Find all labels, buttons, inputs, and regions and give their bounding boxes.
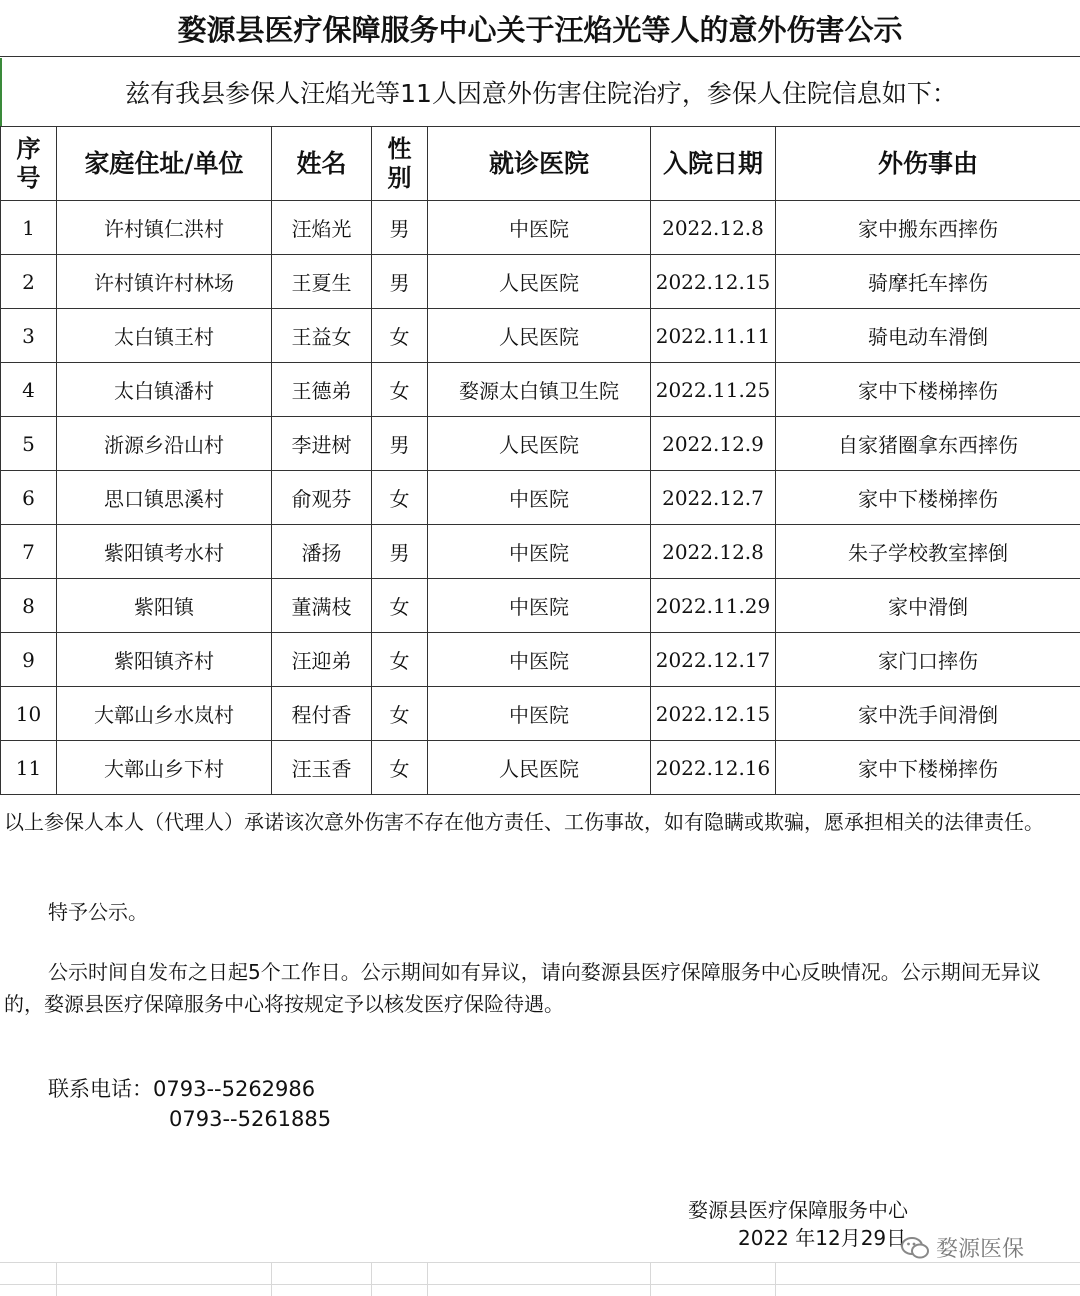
cell-hospital: 人民医院	[428, 255, 651, 309]
cell-address: 太白镇王村	[57, 309, 272, 363]
cell-hospital: 人民医院	[428, 741, 651, 795]
wechat-icon	[900, 1236, 930, 1260]
header-gender: 性别	[372, 127, 428, 201]
signature-date: 2022 年12月29日	[738, 1226, 907, 1250]
cell-index: 5	[1, 417, 57, 471]
cell-address: 大鄣山乡下村	[57, 741, 272, 795]
cell-index: 4	[1, 363, 57, 417]
cell-gender: 女	[372, 363, 428, 417]
cell-injury-cause: 家中下楼梯摔伤	[776, 471, 1080, 525]
cell-hospital: 中医院	[428, 687, 651, 741]
cell-name: 李进树	[272, 417, 372, 471]
cell-address: 紫阳镇齐村	[57, 633, 272, 687]
notice-paragraph: 特予公示。	[48, 900, 148, 924]
cell-index: 8	[1, 579, 57, 633]
cell-gender: 女	[372, 471, 428, 525]
cell-address: 许村镇许村林场	[57, 255, 272, 309]
cell-index: 6	[1, 471, 57, 525]
cell-hospital: 中医院	[428, 579, 651, 633]
cell-admission-date: 2022.11.11	[651, 309, 776, 363]
cell-hospital: 人民医院	[428, 309, 651, 363]
table-row	[1, 525, 1080, 579]
cell-name: 汪玉香	[272, 741, 372, 795]
period-paragraph: 公示时间自发布之日起5个工作日。公示期间如有异议，请向婺源县医疗保障服务中心反映情况。公示期间无异议的，婺源县医疗保障服务中心将按规定予以核发医疗保险待遇。	[4, 960, 1041, 1016]
cell-gender: 男	[372, 525, 428, 579]
table-row	[1, 309, 1080, 363]
cell-admission-date: 2022.12.15	[651, 687, 776, 741]
insured-table	[0, 126, 1080, 795]
table-body	[1, 201, 1080, 795]
cell-name: 董满枝	[272, 579, 372, 633]
cell-injury-cause: 家中滑倒	[776, 579, 1080, 633]
commitment-paragraph: 以上参保人本人（代理人）承诺该次意外伤害不存在他方责任、工伤事故，如有隐瞒或欺骗，愿承担相关的法律责任。	[4, 810, 1044, 834]
cell-address: 太白镇潘村	[57, 363, 272, 417]
cell-index: 10	[1, 687, 57, 741]
cell-admission-date: 2022.12.17	[651, 633, 776, 687]
cell-injury-cause: 家门口摔伤	[776, 633, 1080, 687]
cell-hospital: 中医院	[428, 525, 651, 579]
cell-hospital: 中医院	[428, 201, 651, 255]
table-header-row	[1, 127, 1080, 201]
cell-admission-date: 2022.11.25	[651, 363, 776, 417]
cell-name: 程付香	[272, 687, 372, 741]
cell-injury-cause: 自家猪圈拿东西摔伤	[776, 417, 1080, 471]
cell-hospital: 人民医院	[428, 417, 651, 471]
cell-injury-cause: 家中下楼梯摔伤	[776, 363, 1080, 417]
cell-admission-date: 2022.12.7	[651, 471, 776, 525]
cell-gender: 女	[372, 633, 428, 687]
cell-gender: 男	[372, 417, 428, 471]
cell-hospital: 中医院	[428, 633, 651, 687]
spreadsheet-grid-lines	[0, 1262, 1080, 1296]
cell-index: 1	[1, 201, 57, 255]
contact-label: 联系电话：	[48, 1077, 153, 1101]
cell-address: 大鄣山乡水岚村	[57, 687, 272, 741]
cell-address: 浙源乡沿山村	[57, 417, 272, 471]
cell-name: 汪迎弟	[272, 633, 372, 687]
cell-gender: 女	[372, 309, 428, 363]
table-row	[1, 579, 1080, 633]
phone-number-1: 0793--5262986	[153, 1077, 316, 1101]
header-name: 姓名	[272, 127, 372, 201]
cell-index: 11	[1, 741, 57, 795]
cell-index: 3	[1, 309, 57, 363]
cell-index: 2	[1, 255, 57, 309]
table-row	[1, 471, 1080, 525]
watermark	[900, 1232, 1024, 1263]
header-hospital: 就诊医院	[428, 127, 651, 201]
table-row	[1, 417, 1080, 471]
header-injury-cause: 外伤事由	[776, 127, 1080, 201]
cell-name: 俞观芬	[272, 471, 372, 525]
cell-injury-cause: 朱子学校教室摔倒	[776, 525, 1080, 579]
cell-address: 许村镇仁洪村	[57, 201, 272, 255]
contact-block	[48, 1074, 331, 1134]
phone-number-2: 0793--5261885	[169, 1107, 332, 1131]
cell-hospital: 婺源太白镇卫生院	[428, 363, 651, 417]
document-title: 婺源县医疗保障服务中心关于汪焰光等人的意外伤害公示	[0, 0, 1080, 57]
cell-name: 王夏生	[272, 255, 372, 309]
table-row	[1, 741, 1080, 795]
cell-gender: 男	[372, 255, 428, 309]
cell-injury-cause: 家中搬东西摔伤	[776, 201, 1080, 255]
cell-hospital: 中医院	[428, 471, 651, 525]
cell-injury-cause: 家中下楼梯摔伤	[776, 741, 1080, 795]
cell-gender: 女	[372, 687, 428, 741]
table-row	[1, 201, 1080, 255]
cell-admission-date: 2022.12.15	[651, 255, 776, 309]
cell-injury-cause: 骑电动车滑倒	[776, 309, 1080, 363]
cell-address: 紫阳镇考水村	[57, 525, 272, 579]
cell-index: 9	[1, 633, 57, 687]
cell-index: 7	[1, 525, 57, 579]
cell-admission-date: 2022.12.16	[651, 741, 776, 795]
header-index: 序号	[1, 127, 57, 201]
cell-name: 王益女	[272, 309, 372, 363]
cell-admission-date: 2022.11.29	[651, 579, 776, 633]
watermark-text: 婺源医保	[936, 1237, 1025, 1262]
cell-admission-date: 2022.12.8	[651, 525, 776, 579]
table-row	[1, 633, 1080, 687]
cell-address: 思口镇思溪村	[57, 471, 272, 525]
cell-gender: 男	[372, 201, 428, 255]
table-row	[1, 255, 1080, 309]
cell-name: 潘扬	[272, 525, 372, 579]
header-admission-date: 入院日期	[651, 127, 776, 201]
table-row	[1, 687, 1080, 741]
cell-name: 汪焰光	[272, 201, 372, 255]
table-row	[1, 363, 1080, 417]
cell-injury-cause: 家中洗手间滑倒	[776, 687, 1080, 741]
cell-address: 紫阳镇	[57, 579, 272, 633]
cell-gender: 女	[372, 741, 428, 795]
cell-admission-date: 2022.12.9	[651, 417, 776, 471]
cell-injury-cause: 骑摩托车摔伤	[776, 255, 1080, 309]
intro-line: 兹有我县参保人汪焰光等11人因意外伤害住院治疗，参保人住院信息如下：	[0, 58, 1080, 126]
cell-admission-date: 2022.12.8	[651, 201, 776, 255]
cell-name: 王德弟	[272, 363, 372, 417]
signature-org: 婺源县医疗保障服务中心	[688, 1198, 908, 1222]
header-address: 家庭住址/单位	[57, 127, 272, 201]
cell-gender: 女	[372, 579, 428, 633]
